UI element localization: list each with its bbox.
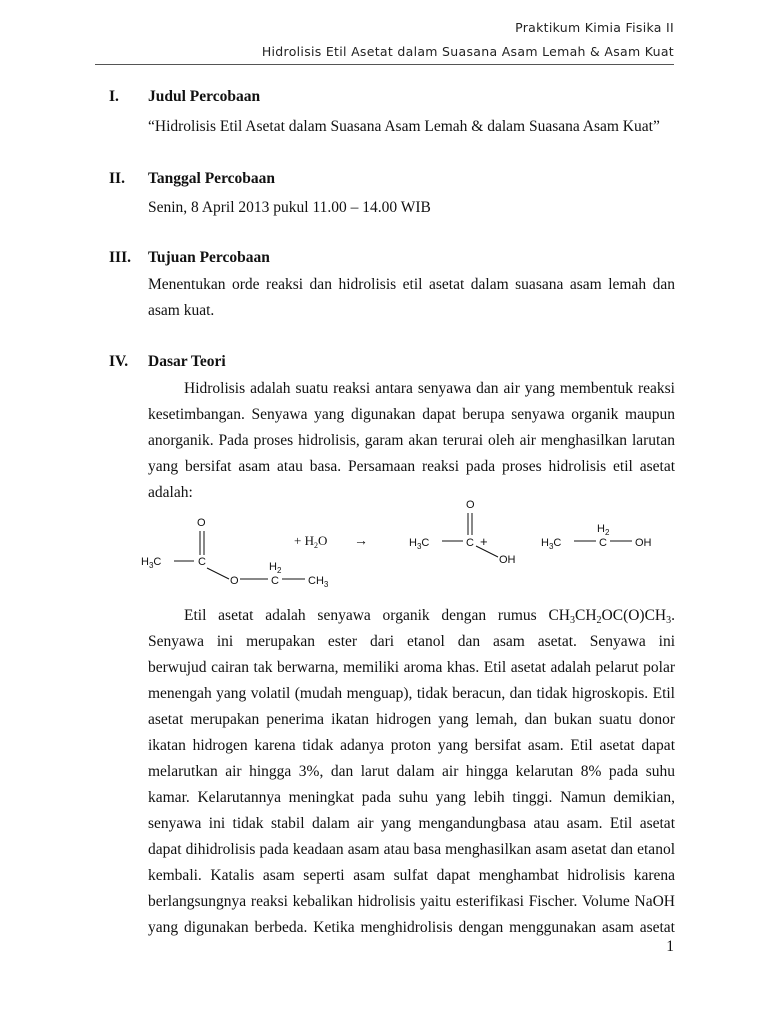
methyl-group-label: $H_3C$ [409,537,430,551]
ester-oxygen-label: O [230,575,239,587]
methylene-h2-label: $H_2$ [269,561,282,575]
methylene-h2-label: $H_2$ [597,523,610,537]
paragraph-line: Hidrolisis adalah suatu reaksi antara senyawa dan air yang membentuk reaksi [184,380,675,397]
plus-water-label: + $H_2O$ [294,533,328,550]
paragraph-line: berlangsungnya reaksi kebalikan hidrolisis yaitu esterifikasi Fischer. Volume NaOH [148,893,675,910]
tanggal-text: Senin, 8 April 2013 pukul 11.00 – 14.00 WIB [148,199,431,216]
paragraph-line: berwujud cairan tak berwarna, memiliki aroma khas. Etil asetat adalah pelarut polar [148,659,675,676]
paragraph-line: dapat dihidrolisis pada keadaan asam atau basa menghasilkan asam asetat dan etanol [148,841,675,858]
carbon-label: C [198,556,206,568]
paragraph-line: adalah: [148,484,193,501]
paragraph-line: ikatan hidrogen karena tidak adanya proton yang bersifat asam. Etil asetat dapat [148,737,675,754]
running-header-title: Hidrolisis Etil Asetat dalam Suasana Asam Lemah & Asam Kuat [261,44,674,59]
section-number: I. [109,88,119,105]
section-title: Tanggal Percobaan [148,170,276,187]
tujuan-paragraph [148,272,675,324]
running-header-course: Praktikum Kimia Fisika II [515,20,674,35]
paragraph-line: asam kuat. [148,302,215,319]
paragraph-line: Senyawa ini merupakan ester dari etanol dan asam asetat. Senyawa ini [148,633,675,650]
reaction-arrow: → [354,532,368,548]
paragraph-line: kamar. Kelarutannya meningkat pada suhu yang lebih tinggi. Namun demikian, [148,789,675,806]
paragraph-line: kesetimbangan. Senyawa yang digunakan dapat berupa senyawa organik maupun [148,406,675,423]
page-number: 1 [666,938,674,955]
methyl-group-label: $H_3C$ [541,537,562,551]
single-bond [207,568,229,579]
hydroxyl-label: OH [635,537,652,549]
carbon-label: C [466,537,474,549]
plus-sign: + [480,534,488,549]
methyl-group-label: $CH_3$ [308,575,329,589]
carbonyl-oxygen-label: O [466,499,475,511]
section-title: Tujuan Percobaan [148,249,270,266]
section-title: Dasar Teori [148,353,226,370]
paragraph-line: yang digunakan berbeda. Ketika menghidrolisis dengan menggunakan asam asetat [148,919,675,936]
paragraph-line: Menentukan orde reaksi dan hidrolisis etil asetat dalam suasana asam lemah dan [148,276,675,293]
methyl-group-label: $H_3C$ [141,556,162,570]
section-number: III. [109,249,131,266]
judul-text: “Hidrolisis Etil Asetat dalam Suasana Asam Lemah & dalam Suasana Asam Kuat” [148,118,660,135]
paragraph-line: kembali. Katalis asam seperti asam sulfat dapat menghambat hidrolisis karena [148,867,675,884]
section-title: Judul Percobaan [148,88,261,105]
paragraph-line: melarutkan air hingga 3%, dan larut dalam air hingga kelarutan 8% pada suhu [148,763,675,780]
dasar-teori-paragraph-2 [148,603,675,941]
section-number: II. [109,170,125,187]
section-number: IV. [109,353,129,370]
paragraph-line: yang bersifat asam atau basa. Persamaan reaksi pada proses hidrolisis etil asetat [148,458,675,475]
paragraph-line: senyawa ini tidak stabil dalam air yang mengandungbasa atau asam. Etil asetat [148,815,675,832]
paragraph-line: anorganik. Pada proses hidrolisis, garam akan terurai oleh air menghasilkan larutan [148,432,675,449]
carbon-label: C [271,575,279,587]
hydrolysis-reaction-scheme [130,495,690,590]
paragraph-line: Etil asetat adalah senyawa organik dengan rumus $CH_3CH_2OC(O)CH_3$. [184,607,675,626]
hydroxyl-label: OH [499,554,516,566]
carbon-label: C [599,537,607,549]
paragraph-line: asetat merupakan penerima ikatan hidrogen yang lemah, dan bukan suatu donor [148,711,675,728]
dasar-teori-paragraph-1 [148,376,675,506]
carbonyl-oxygen-label: O [197,517,206,529]
header-rule [95,64,674,65]
paragraph-line: menengah yang volatil (mudah menguap), tidak beracun, dan tidak higroskopis. Etil [148,685,675,702]
